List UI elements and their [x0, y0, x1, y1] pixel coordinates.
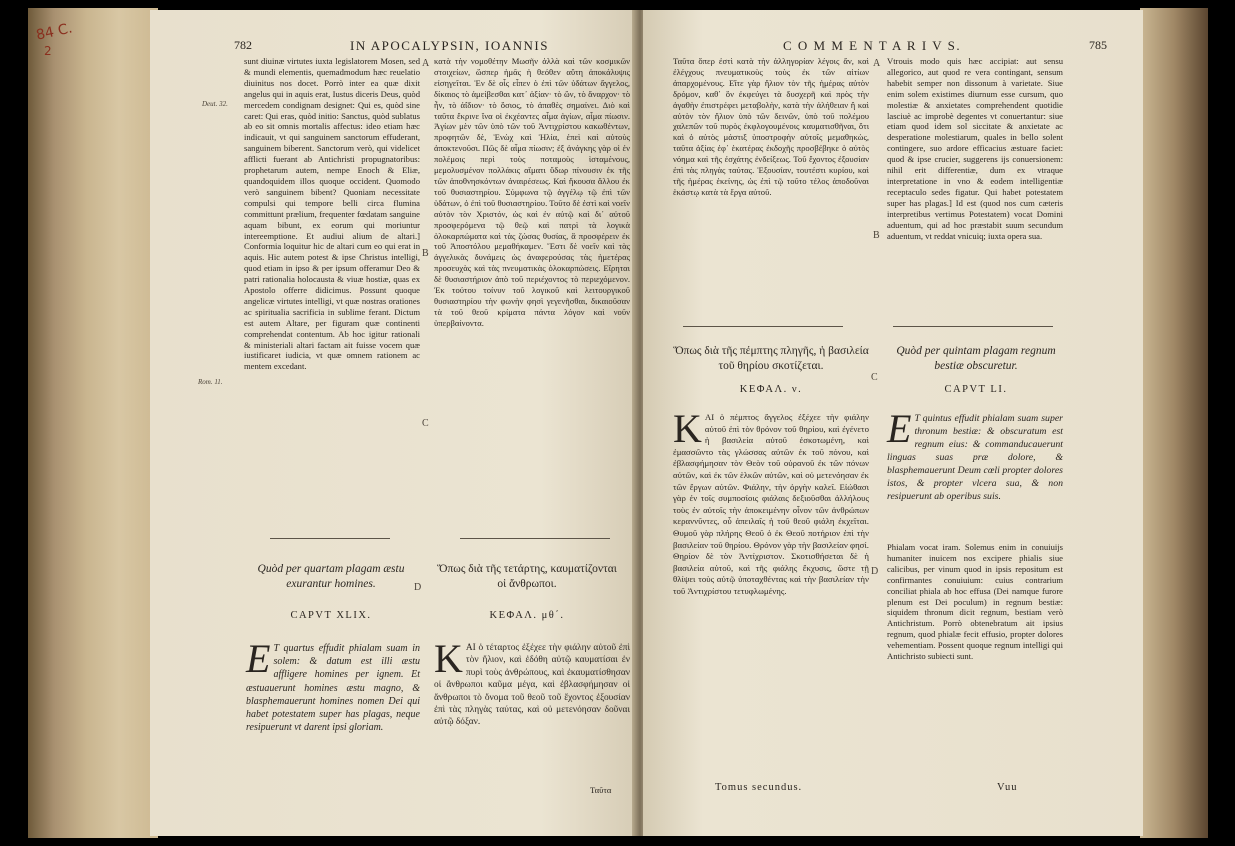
catchword: Ταῦτα: [590, 785, 612, 795]
page-number-left: 782: [234, 38, 252, 52]
footer-volume: Tomus secundus.: [715, 782, 803, 793]
latin-commentary: sunt diuinæ virtutes iuxta legislatorem Mosen, sed & mundi elementis, quemadmodum hæc reuelatio diuinitus nos docet. Porrò inter ea quæ dixit angelus qui in aquis erat, Iustus diceris Deus, quòd mercedem condignam designet: Qui es, quòd sine caret: Qui eras, quòd initio: Sanctus, quòd sublatus ab eo sit omnis mortalis affectus: ideo etiam hæc indicauit, vt qui sanguinem sanctorum effuderant, sanguinem biberent. Sanctorum verò, qui videlicet afflicti fuerant ab Antichristi propugnatoribus: prophetarum autem, nempe Enoch & Eliæ, quandoquidem illos quoque occident. Quomodo verò sanguinem bibent? Quoniam necessitate compulsi qui tempore belli circa flumina committunt prælium, frequenter fœdatam sanguine aquam bibunt, ex eorum qui moriuntur intereemptione. Et audiui alium de altari.] Conformia loquitur hic de altari cum eo qui erat in aquis. Hic autem potest & ipse Christus intelligi, quod etiam in ipso & per ipsum offeramur Deo & patri rationalia holocausta & viuæ hostiæ, quas ex Apostolo offerre didicimus. Possunt quoque angelicæ virtutes intelligi, vt quæ nostras orationes ac spiritualia sacrificia in sublime ferant. Dictum est autem Altare, per figuram quæ continenti comprehendat contentum. Ab hoc igitur rationali & ministeriali altari factam ait fuisse vocem quæ iustificaret iudicia, vt quæ omnem rationem ac mentem excedant.: [244, 56, 420, 372]
latin-comment-right: [887, 542, 1063, 767]
shelfmark-note-2: 2: [44, 44, 52, 58]
section-letter-c-right: C: [871, 372, 878, 383]
rule-right-1: [683, 326, 843, 327]
greek-column-right: [673, 56, 869, 316]
latin-section-title-left: Quòd per quartam plagam æstu exurantur homines.: [257, 563, 405, 590]
section-letter-d: D: [414, 582, 422, 593]
latin-scripture-right: [887, 406, 1063, 503]
latin-scripture-text-right: T quintus effudit phialam suam super thronum bestiæ: & obscuratum est regnum eius: & commanducauerunt linguas suas præ dolore, & blasphemauerunt Deum cœli propter dolores istos, & propter vlcera sua, & non resipuerunt ab operibus suis.: [887, 413, 1063, 502]
drop-cap-greek-right: K: [673, 412, 702, 451]
latin-scripture-left: [246, 636, 420, 734]
latin-column-right: [887, 56, 1063, 316]
greek-scripture-left: [434, 636, 630, 729]
shelfmark-note: 84 C.: [34, 20, 74, 44]
greek-scripture-right: [673, 412, 869, 767]
section-letter-a-right: A: [873, 58, 881, 69]
book-fore-edge-right: [1140, 8, 1208, 838]
latin-column-left: [244, 56, 420, 536]
greek-commentary-right: Ταῦτα ὅπερ ἐστὶ κατὰ τὴν ἀλληγορίαν λέγοις ἄν, καὶ ἐλέγχους πνευματικοὺς τοὺς ἐκ τῶν αἰτίων ἀπαρχομένους. Εἴτε γὰρ ἥλιον τὸν τῆς ἡμέρας αὐτὸν δρόμον, καθ᾽ ὃν ἐκφεύγει τὰ δυσχερῆ καὶ πρὸς τὴν ἀγαθὴν ἐπιστρέφει μεταβολὴν, κατὰ τὴν ἀλήθειαν ἢ καὶ αὐτὸν τὸν ἥλιον ὑπὸ τῶν δεινῶν, ὑπὸ τοῦ πολέμου χαλεπῶν τοῦ πυρὸς ἐκφλογουμένοις καυματισθῆναι, ὅτι καὶ ὁ αὐτὸς μάστιξ ὑποστροφὴν αὐτοῖς μεμαθηκὼς, ταῦτα ἀξίας ἐφ᾽ ἑκατέρας ἐκδοχῆς προσβέβηκε ὁ αὐτὸς νόημα καὶ τῆς ἐσχάτης ἐνδείξεως. Τοῦ ἔχοντος ἐξουσίαν ἐπὶ τὰς πληγὰς ταύτας. Ἐξουσίαν, τουτέστι κυρίου, καὶ τῆς ἡμέρας ἐκείνης, ὡς ἐπὶ τῷ τοῦτο τέλος ἀποδοῦναι ἑκάστῳ κατὰ τὰ ἔργα αὐτοῦ.: [673, 56, 869, 197]
section-letter-c: C: [422, 418, 429, 429]
latin-scripture-text-left: T quartus effudit phialam suam in solem: & datum est illi æstu affligere homines per ignem. Et æstuauerunt homines æstu magno, & blasphemauerunt homines nomen Dei qui habet potestatem super has plagas, neque resipuerunt vt darent ipsi gloriam.: [246, 643, 420, 734]
section-letter-d-right: D: [871, 566, 879, 577]
greek-section-title-right: Ὅπως διὰ τῆς πέμπτης πληγῆς, ἡ βασιλεία τοῦ θηρίου σκοτίζεται.: [673, 345, 869, 372]
latin-chapter-heading-left: CAPVT XLIX.: [290, 610, 372, 621]
right-page: [643, 10, 1143, 836]
margin-note-deut: Deut. 32.: [202, 100, 228, 108]
section-letter-b: B: [422, 248, 429, 259]
rule-left-2: [460, 538, 610, 539]
rule-left-1: [270, 538, 390, 539]
margin-note-rom: Rom. 11.: [198, 378, 223, 386]
latin-chapter-heading-right: CAPVT LI.: [944, 384, 1008, 395]
drop-cap-greek-left: K: [434, 636, 463, 681]
section-letter-a: A: [422, 58, 430, 69]
latin-commentary-right: Vtrouis modo quis hæc accipiat: aut sensu allegorico, aut quod re vera contingant, sensum habebit semper non dissonum à varietate. Siue enim solem existimes diurnum esse cursum, quo molestiæ & anxietates comprehendent quotidie lasciuè ac improbè degentes vt conuertantur: siue etiam quod idem sol siccitate & anxietate ac desperatione molestiarum, quales in bello solent contingere, suo ardore efficacius æstuare faciet: quod & ipse crucier, suggerens ijs conuersionem: nihil erit differentiæ, dum ex vtraque interpretatione in vno & eodem intelligentiæ receptaculo sedes figatur. Qui habet potestatem super has plagas.] Id est (quod nos cum cæteris interpretibus vertimus Potestatem) vocat Domini aduentum, qui ad hoc præstabit suum secundum aduentum, vt reddat vnicuiq; iuxta opera sua.: [887, 56, 1063, 241]
rule-right-2: [893, 326, 1053, 327]
running-head-right: C O M M E N T A R I V S.: [783, 38, 962, 53]
latin-comment-text-right: Phialam vocat iram. Solemus enim in conuiuijs humaniter inuicem nos excipere phialis siue calicibus, per vinum quod in ipsis repositum est confirmantes conuiuium: cuius contrarium conciliat phiala ab hoc effusa (Dei namque furore plenum est Dei poculum) in regnum bestiæ: siquidem thronum dicit regnum, bestiam verò Antichristum. Porrò obtenebratum ait ipsius regnum, quod phialæ fecit effusio, propter dolores vehementiam. Possent quoque regnum intelligi qui Antichristo subiecti sunt.: [887, 542, 1063, 662]
drop-cap-latin-left: E: [246, 636, 271, 681]
left-page: [150, 10, 638, 836]
footer-signature: Vuu: [997, 782, 1018, 793]
greek-scripture-text-right: ΑΙ ὁ πέμπτος ἄγγελος ἐξέχεε τὴν φιάλην αὐτοῦ ἐπὶ τὸν θρόνον τοῦ θηρίου, καὶ ἐγένετο ἡ βασιλεία αὐτοῦ ἐσκοτωμένη, καὶ ἐμασσῶντο τὰς γλώσσας αὐτῶν ἐκ τοῦ πόνου, καὶ ἐβλασφήμησαν τὸν Θεὸν τοῦ οὐρανοῦ ἐκ τῶν πόνων αὐτῶν, καὶ ἐκ τῶν ἑλκῶν αὐτῶν, καὶ οὐ μετενόησαν ἐκ τῶν ἔργων αὐτῶν. Φιάλην, τὴν ὀργὴν καλεῖ. Εἰώθασι γὰρ ἐν τοῖς συμποσίοις φιάλαις δεξιοῦσθαι ἀλλήλους τοὺς ἐν αὐτοῖς τὴν ἀποκειμένην οἶνον τῶν ἀνθρώπων κεραννῦντες, οὗ ἀπειλαῖς ἡ τοῦ θεοῦ φιάλη ἐκχεῖται. Θυμοῦ γὰρ πλήρης Θεοῦ ὁ ἐκ Θεοῦ ποτήριον ἐπὶ τὴν βασιλείαν τοῦ θηρίου. Θρόνον γὰρ τὴν βασιλείαν φησί. Θηρίον δὲ τὸν Ἀντίχριστον. Σκοτισθήσεται δὲ ἡ βασιλεία αὐτοῦ, καὶ τῆς φιάλης ἔκχυσις, ὥστε τῇ θλίψει τοὺς αὐτῷ ὑποταχθέντας καὶ τὴν βασιλείαν τὴν τοῦ Ἀντιχρίστου τετυφλωμένης.: [673, 412, 869, 596]
greek-commentary: κατὰ τὴν νομοθέτην Μωσῆν ἀλλὰ καὶ τῶν κοσμικῶν στοιχείων, ὥσπερ ἡμᾶς ἡ θεόθεν αὕτη ἀποκάλυψις εἰσηγεῖται. Ἐν δὲ οἷς εἶπεν ὁ ἐπὶ τῶν ὑδάτων ἄγγελος, δίκαιος τὸ ἀμείβεσθαι κατ᾽ ἀξίαν· τὸ ὢν, τὸ ἄναρχον· τὸ ἦν, τὸ ἀΐδιον· τὸ ὅσιος, τὸ ἀπαθὲς σημαίνει. Διὸ καὶ ταῦτα ἔκρινε ἵνα οἱ ἐκχέαντες αἷμα ἁγίων, αἷμα πίωσιν. Ἁγίων μὲν τῶν ὑπὸ τῶν τοῦ Ἀντιχρίστου κακωθέντων, προφητῶν δὲ, Ἐνὼχ καὶ Ἡλία, ἐπεὶ καὶ αὐτοὺς ἀποκτενοῦσι. Πῶς δὲ αἷμα πίωσιν; ἐξ ἀνάγκης γὰρ οἱ ἐν πολέμοις περὶ τοὺς ποταμοὺς ἱσταμένους, μεμολυσμένον πολλάκις αἵματι ὕδωρ πίνουσιν ἐκ τῆς τῶν ἀποθνησκόντων ἀναιρέσεως. Καὶ ἤκουσα ἄλλου ἐκ τοῦ θυσιαστηρίου. Σύμφωνα τῷ ἀγγέλῳ τῷ ἐπὶ τῶν ὑδάτων, ὁ ἐπὶ τοῦ θυσιαστηρίου. Τοῦτο δὲ ἐστὶ καὶ νοεῖν αὐτὸν τὸν Χριστόν, ὡς καὶ ἐν αὐτῷ καὶ δι᾽ αὐτοῦ προσφερόμενα τῷ θεῷ καὶ πατρὶ τὰ λογικὰ ὁλοκαρπώματα καὶ τὰς ζώσας θυσίας, ἃ προσφέρειν ἐκ τοῦ Ἀποστόλου μεμαθήκαμεν. Ἔστι δὲ νοεῖν καὶ τὰς ἀγγελικὰς δυνάμεις ὡς ἀναφερούσας τὰς ἡμετέρας προσευχὰς καὶ τὰς πνευματικὰς ὁλοκαρπώσεις. Εἴρηται δὲ θυσιαστήριον ἀπὸ τοῦ περιέχοντος τὸ περιεχόμενον. Ἐκ τούτου τοίνυν τοῦ λογικοῦ καὶ λειτουργικοῦ θυσιαστηρίου τὴν φωνὴν φησὶ γεγενῆσθαι, δικαιοῦσαν τὰ τοῦ θεοῦ κρίματα πάντα λόγον καὶ νοῦν ὑπερβαίνοντα.: [434, 56, 630, 328]
section-letter-b-right: B: [873, 230, 880, 241]
running-head-left: IN APOCALYPSIN, IOANNIS: [350, 38, 549, 53]
latin-section-title-right: Quòd per quintam plagam regnum bestiæ obscuretur.: [896, 345, 1056, 372]
page-number-right: 785: [1089, 38, 1107, 52]
greek-column-left: [434, 56, 630, 536]
drop-cap-latin-right: E: [887, 406, 912, 451]
greek-scripture-text-left: ΑΙ ὁ τέταρτος ἐξέχεε τὴν φιάλην αὐτοῦ ἐπὶ τὸν ἥλιον, καὶ ἐδόθη αὐτῷ καυματίσαι ἐν πυρὶ τοὺς ἀνθρώπους, καὶ ἐκαυματίσθησαν οἱ ἄνθρωποι καῦμα μέγα, καὶ ἐβλασφήμησαν οἱ ἄνθρωποι τὸ ὄνομα τοῦ θεοῦ τοῦ ἔχοντος ἐξουσίαν ἐπὶ τὰς πληγὰς ταύτας, καὶ οὐ μετενόησαν δοῦναι αὐτῷ δόξαν.: [434, 643, 630, 728]
greek-section-title-left: Ὅπως διὰ τῆς τετάρτης, καυματίζονται οἱ ἄνθρωποι.: [437, 563, 617, 590]
greek-chapter-heading-right: ΚΕΦΑΛ. ν.: [739, 384, 803, 395]
book-fore-edge-left: [28, 8, 158, 838]
greek-chapter-heading-left: ΚΕΦΑΛ. μθ΄.: [489, 610, 565, 621]
